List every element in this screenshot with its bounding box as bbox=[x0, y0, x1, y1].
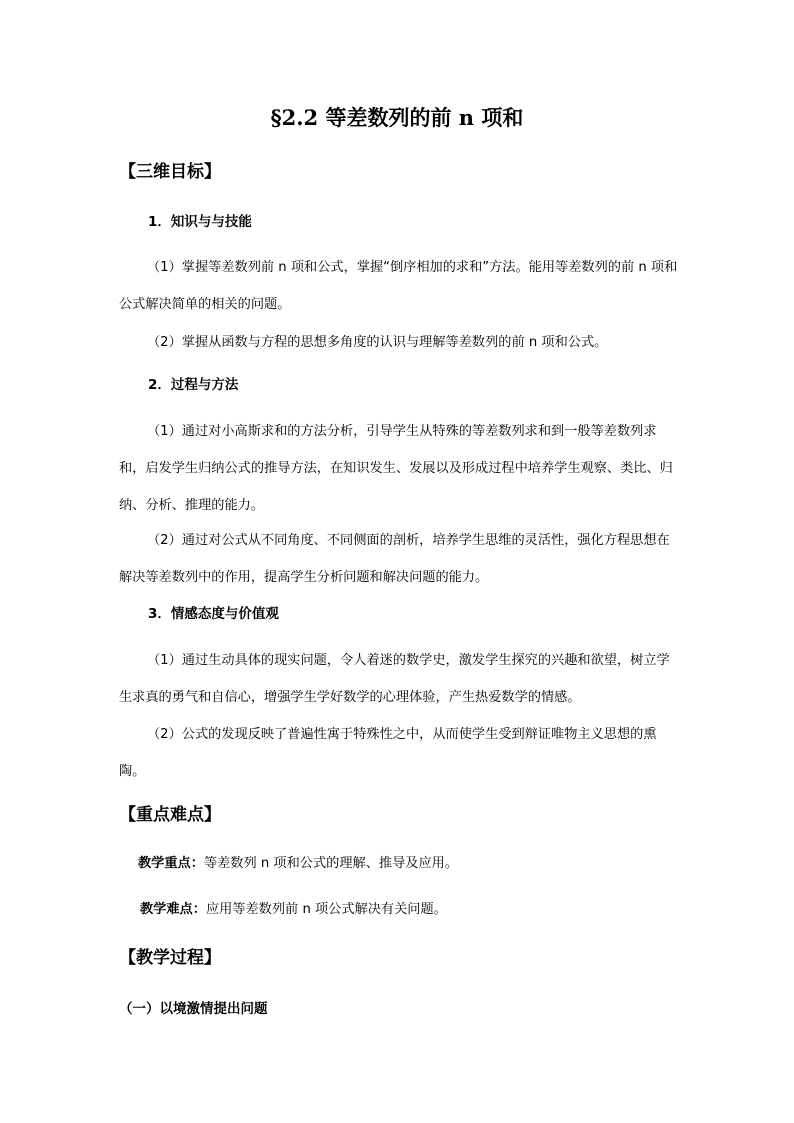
process-step-1: （一）以境激情提出问题 bbox=[119, 1001, 268, 1017]
teaching-focus-text: 等差数列 n 项和公式的理解、推导及应用。 bbox=[203, 856, 459, 871]
teaching-difficulty-text: 应用等差数列前 n 项公式解决有关问题。 bbox=[205, 902, 447, 917]
page-title: §2.2 等差数列的前 n 项和 bbox=[270, 105, 524, 130]
paragraph-knowledge-1: （1）掌握等差数列前 n 项和公式，掌握“倒序相加的求和”方法。能用等差数列的前 n 项和公式解决简单的相关的问题。 bbox=[119, 260, 678, 312]
paragraph-method-2: （2）通过对公式从不同角度、不同侧面的剖析，培养学生思维的灵活性，强化方程思想在解决等差数列中的作用，提高学生分析问题和解决问题的能力。 bbox=[119, 533, 670, 585]
paragraph-knowledge-2: （2）掌握从函数与方程的思想多角度的认识与理解等差数列的前 n 项和公式。 bbox=[147, 335, 608, 350]
paragraph-method-1: （1）通过对小高斯求和的方法分析，引导学生从特殊的等差数列求和到一般等差数列求和，启发学生归纳公式的推导方法，在知识发生、发展以及形成过程中培养学生观察、类比、归纳、分析、推理的能力。 bbox=[119, 424, 673, 513]
teaching-difficulty-line bbox=[140, 899, 447, 921]
subheading-attitude: 3．情感态度与价值观 bbox=[148, 606, 279, 622]
subheading-knowledge: 1．知识与与技能 bbox=[148, 214, 252, 230]
paragraph-attitude-2: （2）公式的发现反映了普遍性寓于特殊性之中，从而使学生受到辩证唯物主义思想的熏陶。 bbox=[119, 727, 657, 779]
section-heading-key-points: 【重点难点】 bbox=[119, 805, 221, 825]
teaching-difficulty-label: 教学难点： bbox=[140, 902, 206, 917]
teaching-focus-line bbox=[138, 853, 458, 875]
teaching-focus-label: 教学重点： bbox=[138, 856, 204, 871]
section-heading-goals: 【三维目标】 bbox=[119, 162, 221, 182]
subheading-method: 2．过程与方法 bbox=[148, 377, 239, 393]
paragraph-attitude-1: （1）通过生动具体的现实问题，令人着迷的数学史，激发学生探究的兴趣和欲望，树立学生求真的勇气和自信心，增强学生学好数学的心理体验，产生热爱数学的情感。 bbox=[119, 653, 670, 705]
section-heading-process: 【教学过程】 bbox=[119, 948, 221, 968]
